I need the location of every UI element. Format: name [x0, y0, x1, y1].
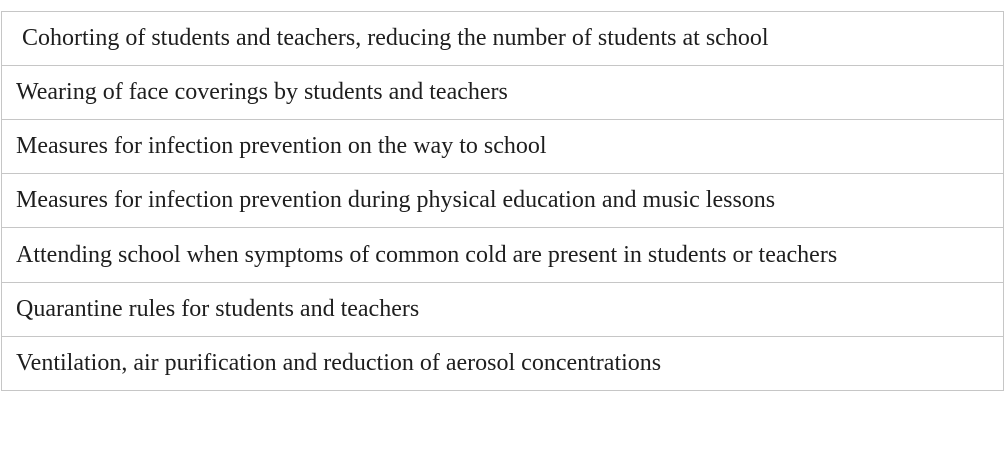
table-cell: Measures for infection prevention on the way to school — [2, 120, 1004, 174]
table-row — [2, 283, 1004, 337]
table-cell: Attending school when symptoms of common cold are present in students or teachers — [2, 228, 1004, 283]
table-row — [2, 174, 1004, 228]
table-cell: Measures for infection prevention during physical education and music lessons — [2, 174, 1004, 228]
measures-table — [1, 11, 1004, 391]
table-cell: Ventilation, air purification and reduction of aerosol concentrations — [2, 337, 1004, 391]
table-cell: Quarantine rules for students and teachers — [2, 283, 1004, 337]
table-cell: Cohorting of students and teachers, reducing the number of students at school — [2, 12, 1004, 66]
table-cell: Wearing of face coverings by students and teachers — [2, 66, 1004, 120]
table-row — [2, 337, 1004, 391]
table-row — [2, 66, 1004, 120]
table-row — [2, 228, 1004, 283]
table-row — [2, 12, 1004, 66]
table-row — [2, 120, 1004, 174]
